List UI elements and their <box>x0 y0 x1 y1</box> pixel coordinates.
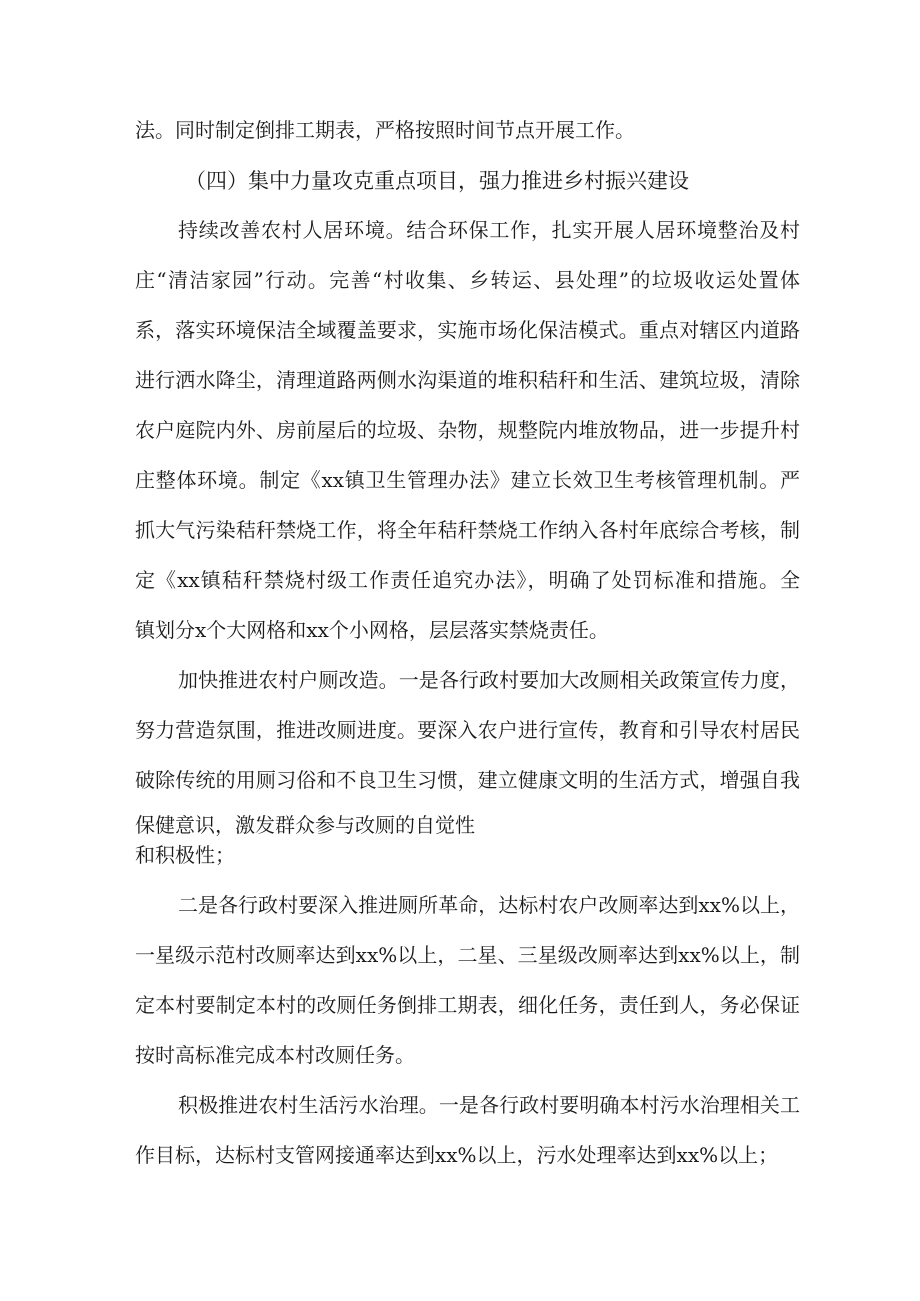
paragraph1-line: 庄“清洁家园”行动。完善“村收集、乡转运、县处理”的垃圾收运处置体 <box>135 268 800 292</box>
paragraph3-line: 二是各行政村要深入推进厕所革命，达标村农户改厕率达到xx%以上， <box>178 893 800 917</box>
paragraph4-line: 作目标，达标村支管网接通率达到xx%以上，污水处理率达到xx%以上； <box>135 1143 779 1167</box>
paragraph2-line: 加快推进农村户厕改造。一是各行政村要加大改厕相关政策宣传力度， <box>178 668 800 692</box>
paragraph3-line: 按时高标准完成本村改厕任务。 <box>135 1043 415 1067</box>
paragraph4-line: 积极推进农村生活污水治理。一是各行政村要明确本村污水治理相关工 <box>178 1093 800 1117</box>
paragraph1-line: 持续改善农村人居环境。结合环保工作，扎实开展人居环境整治及村 <box>178 218 800 242</box>
paragraph1-line: 系，落实环境保洁全域覆盖要求，实施市场化保洁模式。重点对辖区内道路 <box>135 318 800 342</box>
continuation-line: 法。同时制定倒排工期表，严格按照时间节点开展工作。 <box>135 118 635 142</box>
paragraph3-line: 定本村要制定本村的改厕任务倒排工期表，细化任务，责任到人，务必保证 <box>135 993 800 1017</box>
paragraph1-line: 进行洒水降尘，清理道路两侧水沟渠道的堆积秸秆和生活、建筑垃圾，清除 <box>135 368 800 392</box>
paragraph1-line: 抓大气污染秸秆禁烧工作，将全年秸秆禁烧工作纳入各村年底综合考核，制 <box>135 518 800 542</box>
paragraph2-line: 努力营造氛围，推进改厕进度。要深入农户进行宣传，教育和引导农村居民 <box>135 718 800 742</box>
section-heading: （四）集中力量攻克重点项目，强力推进乡村振兴建设 <box>185 169 689 193</box>
paragraph1-line: 定《xx镇秸秆禁烧村级工作责任追究办法》，明确了处罚标准和措施。全 <box>135 568 800 592</box>
paragraph1-line: 镇划分x个大网格和xx个小网格，层层落实禁烧责任。 <box>135 618 609 642</box>
paragraph2-line: 保健意识，激发群众参与改厕的自觉性 <box>135 813 475 837</box>
paragraph1-line: 庄整体环境。制定《xx镇卫生管理办法》建立长效卫生考核管理机制。严 <box>135 468 800 492</box>
paragraph1-line: 农户庭院内外、房前屋后的垃圾、杂物，规整院内堆放物品，进一步提升村 <box>135 418 800 442</box>
paragraph2-line: 破除传统的用厕习俗和不良卫生习惯，建立健康文明的生活方式，增强自我 <box>135 768 800 792</box>
paragraph3-line: 一星级示范村改厕率达到xx%以上，二星、三星级改厕率达到xx%以上，制 <box>135 943 800 967</box>
paragraph2-line: 和积极性； <box>135 843 235 867</box>
